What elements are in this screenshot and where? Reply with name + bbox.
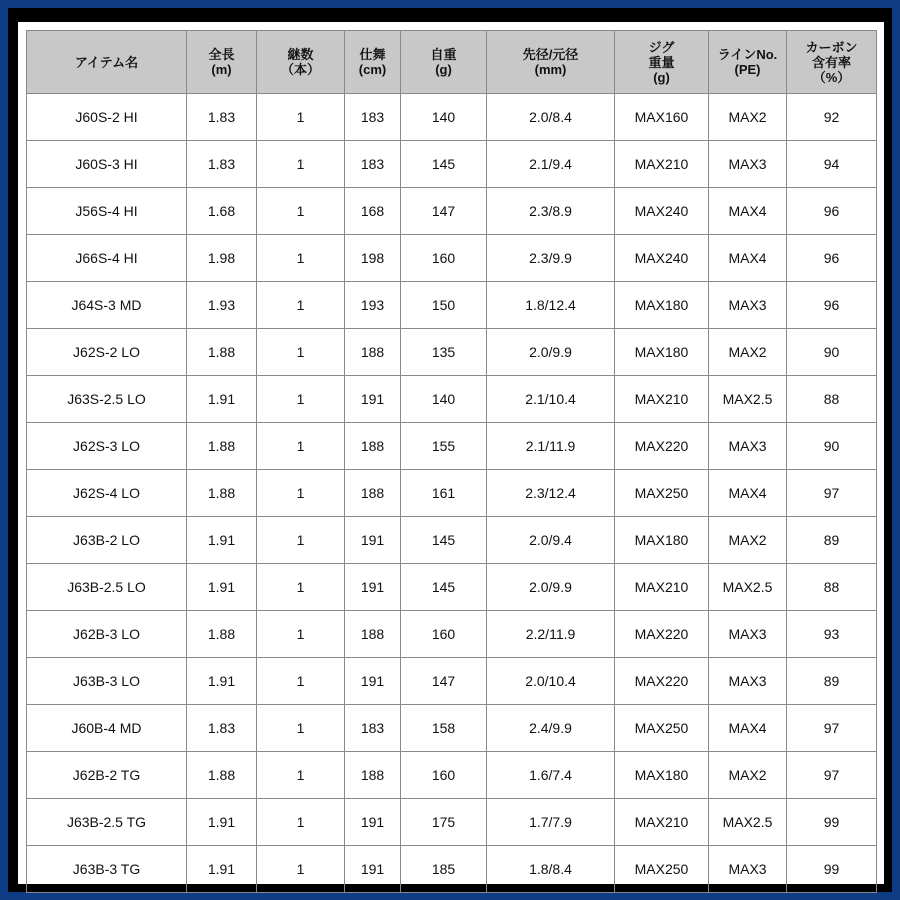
table-cell-item-name: J66S-4 HI xyxy=(27,235,187,282)
column-header-closed-length xyxy=(345,31,401,94)
table-cell-closed-length: 188 xyxy=(345,329,401,376)
table-cell-weight: 147 xyxy=(401,188,487,235)
table-cell-item-name: J60S-2 HI xyxy=(27,94,187,141)
table-cell-line-number: MAX3 xyxy=(709,423,787,470)
column-header-carbon-content xyxy=(787,31,877,94)
table-cell-tip-butt-diameter: 2.0/8.4 xyxy=(487,94,615,141)
table-cell-closed-length: 183 xyxy=(345,705,401,752)
table-cell-jig-weight: MAX250 xyxy=(615,705,709,752)
table-cell-total-length: 1.91 xyxy=(187,517,257,564)
table-cell-closed-length: 168 xyxy=(345,188,401,235)
table-cell-carbon-content: 99 xyxy=(787,846,877,893)
table-cell-item-name: J63B-3 TG xyxy=(27,846,187,893)
table-cell-closed-length: 188 xyxy=(345,611,401,658)
table-cell-jig-weight: MAX250 xyxy=(615,846,709,893)
table-cell-line-number: MAX2.5 xyxy=(709,799,787,846)
table-cell-line-number: MAX3 xyxy=(709,141,787,188)
column-header-pieces xyxy=(257,31,345,94)
spec-sheet xyxy=(18,22,884,884)
table-cell-jig-weight: MAX180 xyxy=(615,752,709,799)
table-cell-weight: 145 xyxy=(401,564,487,611)
table-cell-pieces: 1 xyxy=(257,423,345,470)
table-cell-closed-length: 188 xyxy=(345,423,401,470)
table-cell-item-name: J63B-3 LO xyxy=(27,658,187,705)
spec-table xyxy=(26,30,877,893)
table-cell-item-name: J64S-3 MD xyxy=(27,282,187,329)
column-header-line: アイテム名 xyxy=(74,54,139,70)
table-cell-weight: 175 xyxy=(401,799,487,846)
table-cell-pieces: 1 xyxy=(257,799,345,846)
table-cell-closed-length: 193 xyxy=(345,282,401,329)
table-cell-closed-length: 191 xyxy=(345,658,401,705)
table-cell-carbon-content: 90 xyxy=(787,423,877,470)
table-cell-item-name: J62B-3 LO xyxy=(27,611,187,658)
table-cell-jig-weight: MAX220 xyxy=(615,611,709,658)
table-cell-closed-length: 188 xyxy=(345,470,401,517)
table-cell-item-name: J63B-2 LO xyxy=(27,517,187,564)
table-cell-total-length: 1.98 xyxy=(187,235,257,282)
table-cell-jig-weight: MAX180 xyxy=(615,282,709,329)
table-cell-total-length: 1.93 xyxy=(187,282,257,329)
table-cell-pieces: 1 xyxy=(257,235,345,282)
table-cell-closed-length: 198 xyxy=(345,235,401,282)
table-cell-line-number: MAX3 xyxy=(709,846,787,893)
table-cell-pieces: 1 xyxy=(257,282,345,329)
table-cell-line-number: MAX3 xyxy=(709,658,787,705)
table-cell-closed-length: 188 xyxy=(345,752,401,799)
table-cell-item-name: J63B-2.5 TG xyxy=(27,799,187,846)
table-cell-pieces: 1 xyxy=(257,846,345,893)
table-cell-total-length: 1.68 xyxy=(187,188,257,235)
table-cell-pieces: 1 xyxy=(257,517,345,564)
table-cell-tip-butt-diameter: 2.2/11.9 xyxy=(487,611,615,658)
table-cell-tip-butt-diameter: 2.0/9.4 xyxy=(487,517,615,564)
table-cell-jig-weight: MAX240 xyxy=(615,188,709,235)
table-cell-item-name: J63S-2.5 LO xyxy=(27,376,187,423)
column-header-line: (g) xyxy=(435,62,452,77)
column-header-line: (m) xyxy=(211,62,232,77)
table-cell-weight: 160 xyxy=(401,611,487,658)
table-cell-tip-butt-diameter: 2.0/9.9 xyxy=(487,564,615,611)
table-cell-line-number: MAX2 xyxy=(709,329,787,376)
table-row xyxy=(27,470,877,517)
table-row xyxy=(27,188,877,235)
table-cell-jig-weight: MAX210 xyxy=(615,141,709,188)
table-cell-closed-length: 183 xyxy=(345,94,401,141)
table-cell-jig-weight: MAX220 xyxy=(615,423,709,470)
table-cell-tip-butt-diameter: 2.1/10.4 xyxy=(487,376,615,423)
table-cell-weight: 140 xyxy=(401,376,487,423)
column-header-line-number xyxy=(709,31,787,94)
table-cell-closed-length: 191 xyxy=(345,517,401,564)
table-cell-total-length: 1.91 xyxy=(187,846,257,893)
table-row xyxy=(27,423,877,470)
column-header-item-name xyxy=(27,31,187,94)
table-cell-item-name: J63B-2.5 LO xyxy=(27,564,187,611)
table-cell-pieces: 1 xyxy=(257,376,345,423)
table-cell-tip-butt-diameter: 2.3/12.4 xyxy=(487,470,615,517)
table-row xyxy=(27,564,877,611)
table-cell-line-number: MAX2.5 xyxy=(709,564,787,611)
table-cell-weight: 158 xyxy=(401,705,487,752)
table-cell-closed-length: 191 xyxy=(345,564,401,611)
table-cell-carbon-content: 96 xyxy=(787,235,877,282)
table-cell-pieces: 1 xyxy=(257,470,345,517)
table-cell-carbon-content: 88 xyxy=(787,376,877,423)
column-header-line: （%） xyxy=(812,69,851,85)
table-cell-closed-length: 191 xyxy=(345,376,401,423)
table-cell-carbon-content: 96 xyxy=(787,188,877,235)
column-header-line: (cm) xyxy=(358,62,387,77)
table-cell-jig-weight: MAX160 xyxy=(615,94,709,141)
table-cell-carbon-content: 97 xyxy=(787,705,877,752)
table-cell-line-number: MAX3 xyxy=(709,611,787,658)
table-cell-item-name: J62S-3 LO xyxy=(27,423,187,470)
table-row xyxy=(27,799,877,846)
table-cell-carbon-content: 97 xyxy=(787,752,877,799)
table-cell-pieces: 1 xyxy=(257,705,345,752)
table-cell-tip-butt-diameter: 2.1/11.9 xyxy=(487,423,615,470)
table-cell-pieces: 1 xyxy=(257,752,345,799)
column-header-line: ラインNo. xyxy=(717,47,778,62)
column-header-line: 含有率 xyxy=(811,54,851,70)
table-cell-carbon-content: 96 xyxy=(787,282,877,329)
table-cell-jig-weight: MAX180 xyxy=(615,329,709,376)
table-cell-carbon-content: 99 xyxy=(787,799,877,846)
table-cell-weight: 160 xyxy=(401,752,487,799)
table-cell-item-name: J56S-4 HI xyxy=(27,188,187,235)
table-cell-pieces: 1 xyxy=(257,611,345,658)
table-row xyxy=(27,94,877,141)
table-cell-total-length: 1.88 xyxy=(187,470,257,517)
table-cell-weight: 161 xyxy=(401,470,487,517)
table-cell-line-number: MAX2 xyxy=(709,752,787,799)
column-header-line: 仕舞 xyxy=(359,47,386,62)
column-header-line: 自重 xyxy=(430,47,457,62)
table-row xyxy=(27,846,877,893)
table-cell-total-length: 1.88 xyxy=(187,329,257,376)
table-cell-jig-weight: MAX240 xyxy=(615,235,709,282)
outer-frame xyxy=(8,8,892,892)
table-cell-total-length: 1.91 xyxy=(187,799,257,846)
column-header-line: カーボン xyxy=(805,39,858,55)
table-cell-closed-length: 191 xyxy=(345,846,401,893)
table-row xyxy=(27,235,877,282)
table-cell-carbon-content: 89 xyxy=(787,658,877,705)
table-cell-item-name: J60S-3 HI xyxy=(27,141,187,188)
table-cell-weight: 145 xyxy=(401,517,487,564)
table-cell-closed-length: 183 xyxy=(345,141,401,188)
table-cell-jig-weight: MAX210 xyxy=(615,564,709,611)
table-cell-weight: 135 xyxy=(401,329,487,376)
column-header-line: (g) xyxy=(653,69,670,85)
table-row xyxy=(27,611,877,658)
column-header-total-length xyxy=(187,31,257,94)
table-cell-carbon-content: 90 xyxy=(787,329,877,376)
table-cell-tip-butt-diameter: 2.0/9.9 xyxy=(487,329,615,376)
table-cell-weight: 150 xyxy=(401,282,487,329)
table-cell-tip-butt-diameter: 2.0/10.4 xyxy=(487,658,615,705)
table-cell-total-length: 1.91 xyxy=(187,658,257,705)
table-cell-jig-weight: MAX220 xyxy=(615,658,709,705)
table-cell-tip-butt-diameter: 1.7/7.9 xyxy=(487,799,615,846)
column-header-line: 継数 xyxy=(287,47,314,62)
table-cell-total-length: 1.83 xyxy=(187,705,257,752)
table-body xyxy=(27,94,877,893)
table-cell-total-length: 1.88 xyxy=(187,752,257,799)
table-row xyxy=(27,376,877,423)
table-cell-total-length: 1.83 xyxy=(187,94,257,141)
table-cell-line-number: MAX2 xyxy=(709,517,787,564)
table-cell-weight: 140 xyxy=(401,94,487,141)
table-cell-line-number: MAX4 xyxy=(709,705,787,752)
column-header-jig-weight xyxy=(615,31,709,94)
table-cell-carbon-content: 89 xyxy=(787,517,877,564)
table-cell-jig-weight: MAX210 xyxy=(615,376,709,423)
table-cell-weight: 160 xyxy=(401,235,487,282)
table-cell-item-name: J62B-2 TG xyxy=(27,752,187,799)
table-cell-pieces: 1 xyxy=(257,658,345,705)
column-header-line: （本） xyxy=(280,62,320,77)
table-cell-tip-butt-diameter: 2.3/8.9 xyxy=(487,188,615,235)
table-cell-line-number: MAX2 xyxy=(709,94,787,141)
table-row xyxy=(27,705,877,752)
table-cell-line-number: MAX2.5 xyxy=(709,376,787,423)
table-cell-total-length: 1.91 xyxy=(187,376,257,423)
column-header-line: 重量 xyxy=(648,54,675,70)
table-cell-item-name: J62S-2 LO xyxy=(27,329,187,376)
table-row xyxy=(27,282,877,329)
table-cell-tip-butt-diameter: 1.8/8.4 xyxy=(487,846,615,893)
table-cell-jig-weight: MAX250 xyxy=(615,470,709,517)
table-cell-weight: 145 xyxy=(401,141,487,188)
table-cell-tip-butt-diameter: 2.1/9.4 xyxy=(487,141,615,188)
table-cell-pieces: 1 xyxy=(257,141,345,188)
table-cell-pieces: 1 xyxy=(257,188,345,235)
table-cell-weight: 147 xyxy=(401,658,487,705)
table-cell-pieces: 1 xyxy=(257,94,345,141)
table-cell-tip-butt-diameter: 2.4/9.9 xyxy=(487,705,615,752)
table-row xyxy=(27,658,877,705)
table-cell-carbon-content: 97 xyxy=(787,470,877,517)
table-cell-closed-length: 191 xyxy=(345,799,401,846)
table-row xyxy=(27,141,877,188)
table-cell-pieces: 1 xyxy=(257,329,345,376)
column-header-line: 全長 xyxy=(208,47,235,62)
table-row xyxy=(27,517,877,564)
table-cell-carbon-content: 92 xyxy=(787,94,877,141)
table-cell-item-name: J62S-4 LO xyxy=(27,470,187,517)
column-header-line: (mm) xyxy=(534,62,567,77)
column-header-line: 先径/元径 xyxy=(522,47,579,62)
table-cell-weight: 185 xyxy=(401,846,487,893)
table-cell-line-number: MAX4 xyxy=(709,235,787,282)
table-cell-total-length: 1.91 xyxy=(187,564,257,611)
table-cell-jig-weight: MAX210 xyxy=(615,799,709,846)
table-cell-tip-butt-diameter: 1.8/12.4 xyxy=(487,282,615,329)
column-header-tip-butt-diameter xyxy=(487,31,615,94)
table-cell-carbon-content: 88 xyxy=(787,564,877,611)
table-cell-carbon-content: 94 xyxy=(787,141,877,188)
table-cell-total-length: 1.83 xyxy=(187,141,257,188)
table-cell-line-number: MAX3 xyxy=(709,282,787,329)
table-cell-pieces: 1 xyxy=(257,564,345,611)
column-header-line: ジグ xyxy=(648,39,675,55)
table-cell-tip-butt-diameter: 2.3/9.9 xyxy=(487,235,615,282)
table-cell-item-name: J60B-4 MD xyxy=(27,705,187,752)
table-cell-line-number: MAX4 xyxy=(709,188,787,235)
column-header-line: (PE) xyxy=(734,62,761,77)
column-header-weight xyxy=(401,31,487,94)
table-cell-tip-butt-diameter: 1.6/7.4 xyxy=(487,752,615,799)
table-cell-total-length: 1.88 xyxy=(187,423,257,470)
table-header-row xyxy=(27,31,877,94)
table-cell-total-length: 1.88 xyxy=(187,611,257,658)
table-row xyxy=(27,329,877,376)
table-row xyxy=(27,752,877,799)
table-cell-jig-weight: MAX180 xyxy=(615,517,709,564)
table-cell-carbon-content: 93 xyxy=(787,611,877,658)
table-cell-line-number: MAX4 xyxy=(709,470,787,517)
table-cell-weight: 155 xyxy=(401,423,487,470)
